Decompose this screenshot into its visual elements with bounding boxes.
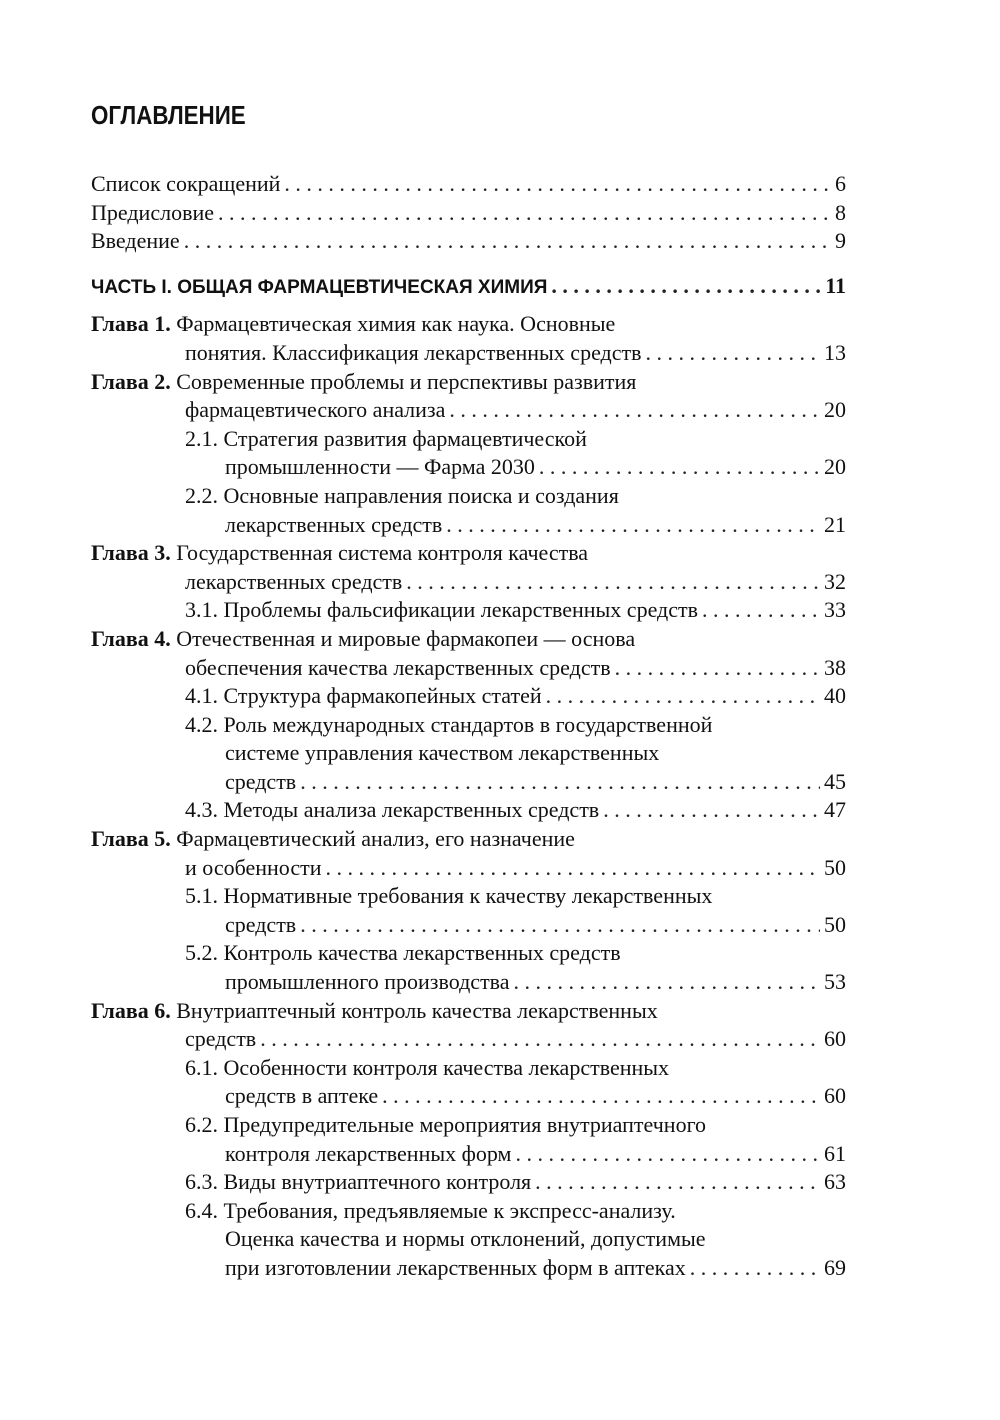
dot-leader	[184, 227, 831, 256]
toc-chapter[interactable]	[91, 539, 846, 596]
chapter-label: Глава 4.	[91, 625, 171, 651]
dot-leader	[514, 968, 820, 997]
toc-entry-title: Современные проблемы и перспективы развития	[176, 368, 637, 394]
toc-entry-line	[91, 568, 846, 597]
dot-leader	[406, 568, 820, 597]
toc-entry-title: 3.1. Проблемы фальсификации лекарственных средств	[185, 597, 699, 623]
toc-page-number: 61	[824, 1140, 846, 1166]
toc-page-number: 50	[824, 911, 846, 937]
toc-entry-line	[91, 310, 846, 339]
toc-entry-line	[91, 1054, 846, 1083]
dot-leader	[515, 1140, 820, 1169]
dot-leader	[260, 1025, 820, 1054]
toc-page-number: 13	[824, 339, 846, 365]
toc-page-number: 20	[824, 454, 846, 480]
toc-section[interactable]	[91, 1111, 846, 1168]
toc-section[interactable]	[91, 596, 846, 625]
toc-entry-line	[91, 854, 846, 883]
toc-entry-title: Государственная система контроля качества	[176, 540, 589, 566]
toc-entry-title: 2.2. Основные направления поиска и создания	[185, 482, 619, 508]
dot-leader	[449, 396, 820, 425]
chapter-label: Глава 2.	[91, 368, 171, 394]
toc-page-number: 6	[835, 171, 846, 196]
toc-entry-line	[91, 453, 846, 482]
toc-section[interactable]	[91, 882, 846, 939]
dot-leader	[446, 511, 820, 540]
toc-entry-title: 4.1. Структура фармакопейных статей	[185, 683, 542, 709]
toc-chapter[interactable]	[91, 997, 846, 1054]
dot-leader	[326, 854, 820, 883]
toc-entry-title: промышленного производства	[225, 969, 510, 995]
chapter-label: Глава 1.	[91, 311, 171, 337]
dot-leader	[539, 453, 820, 482]
toc-entry-title: средств	[185, 1026, 257, 1052]
toc-section[interactable]	[91, 482, 846, 539]
chapter-label: Глава 6.	[91, 997, 171, 1023]
toc-entry-line	[91, 1111, 846, 1140]
toc-entry-line	[91, 1025, 846, 1054]
toc-page-number: 45	[824, 768, 846, 794]
toc-entry-introduction[interactable]	[91, 227, 846, 256]
toc-entry-title: Фармацевтический анализ, его назначение	[176, 826, 575, 852]
toc-entry-line	[91, 1225, 846, 1254]
toc-entry-title: Список сокращений	[91, 171, 281, 196]
part-title: ЧАСТЬ I. ОБЩАЯ ФАРМАЦЕВТИЧЕСКАЯ ХИМИЯ	[91, 276, 548, 298]
toc-entry-preface[interactable]	[91, 199, 846, 228]
toc-page-number: 47	[824, 797, 846, 823]
toc-section[interactable]	[91, 796, 846, 825]
toc-entry-line	[91, 882, 846, 911]
toc-entry-line	[91, 911, 846, 940]
toc-section[interactable]	[91, 1168, 846, 1197]
toc-page-number: 21	[824, 511, 846, 537]
toc-entry-title: Фармацевтическая химия как наука. Основные	[176, 311, 616, 337]
dot-leader	[535, 1168, 820, 1197]
toc-page-number: 9	[835, 228, 846, 254]
dot-leader	[300, 768, 820, 797]
toc-entry-title: средств в аптеке	[225, 1083, 379, 1109]
toc-entry-line	[91, 1254, 846, 1283]
toc-entry-line	[91, 539, 846, 568]
dot-leader	[702, 596, 820, 625]
chapter-label: Глава 5.	[91, 826, 171, 852]
toc-entry-line	[91, 339, 846, 368]
toc-page-number: 38	[824, 654, 846, 680]
toc-section[interactable]	[91, 939, 846, 996]
toc-entry-title: 6.4. Требования, предъявляемые к экспресс-анализу.	[185, 1197, 676, 1223]
toc-entry-title: лекарственных средств	[225, 511, 443, 537]
toc-entry-abbreviations[interactable]	[91, 170, 846, 199]
toc-entry-title: обеспечения качества лекарственных средств	[185, 654, 611, 680]
toc-chapter[interactable]	[91, 310, 846, 367]
toc-entry-line	[91, 711, 846, 740]
toc-entry-line	[91, 825, 846, 854]
toc-entry-line	[91, 796, 846, 825]
toc-entry-line	[91, 1168, 846, 1197]
toc-page-number: 60	[824, 1026, 846, 1052]
toc-page-number: 69	[824, 1254, 846, 1280]
toc-entry-title: Предисловие	[91, 199, 214, 225]
toc-entry-line	[91, 596, 846, 625]
toc-entry-line	[91, 768, 846, 797]
toc-heading: ОГЛАВЛЕНИЕ	[91, 100, 246, 130]
dot-leader	[646, 339, 821, 368]
dot-leader	[218, 199, 831, 228]
toc-chapter-list	[91, 310, 846, 1282]
toc-section[interactable]	[91, 682, 846, 711]
toc-page-number: 53	[824, 969, 846, 995]
toc-page-number: 20	[824, 397, 846, 423]
toc-page-number: 32	[824, 568, 846, 594]
toc-entry-line	[91, 654, 846, 683]
toc-entry-title: 6.1. Особенности контроля качества лекарственных	[185, 1054, 670, 1080]
toc-entry-line	[91, 482, 846, 511]
toc-entry-title: 5.2. Контроль качества лекарственных средств	[185, 940, 621, 966]
toc-page-number: 40	[824, 683, 846, 709]
toc-entry-title: 2.1. Стратегия развития фармацевтической	[185, 425, 587, 451]
toc-entry-title: контроля лекарственных форм	[225, 1140, 512, 1166]
toc-entry-title: 4.3. Методы анализа лекарственных средств	[185, 797, 600, 823]
toc-section[interactable]	[91, 425, 846, 482]
toc-page-number: 50	[824, 854, 846, 880]
toc-entry-line	[91, 739, 846, 768]
toc-chapter[interactable]	[91, 368, 846, 425]
toc-entry-line	[91, 939, 846, 968]
toc-part-1[interactable]	[91, 272, 846, 301]
toc-entry-line	[91, 1140, 846, 1169]
toc-entry-line	[91, 997, 846, 1026]
toc-entry-line	[91, 425, 846, 454]
toc-entry-line	[91, 682, 846, 711]
toc-entry-title: 5.1. Нормативные требования к качеству лекарственных	[185, 883, 713, 909]
toc-entry-title: при изготовлении лекарственных форм в аптеках	[225, 1254, 686, 1280]
toc-entry-title: 4.2. Роль международных стандартов в государственной	[185, 711, 713, 737]
toc-entry-title: Введение	[91, 228, 180, 254]
toc-section[interactable]	[91, 1054, 846, 1111]
dot-leader	[551, 272, 821, 301]
toc-entry-title: лекарственных средств	[185, 568, 403, 594]
toc-chapter[interactable]	[91, 625, 846, 682]
toc-entry-title: Отечественная и мировые фармакопеи — основа	[176, 625, 636, 651]
toc-entry-title: понятия. Классификация лекарственных средств	[185, 339, 642, 365]
dot-leader	[690, 1254, 820, 1283]
toc-entry-line	[91, 1197, 846, 1226]
toc-entry-title: Оценка качества и нормы отклонений, допустимые	[225, 1226, 706, 1252]
toc-entry-title: средств	[225, 911, 297, 937]
toc-entry-title: 6.3. Виды внутриаптечного контроля	[185, 1169, 532, 1195]
table-of-contents	[91, 170, 846, 1283]
toc-entry-line	[91, 968, 846, 997]
dot-leader	[300, 911, 820, 940]
toc-page-number: 11	[825, 272, 846, 298]
toc-section[interactable]	[91, 711, 846, 797]
dot-leader	[615, 654, 820, 683]
toc-entry-title: фармацевтического анализа	[185, 397, 446, 423]
toc-entry-title: средств	[225, 768, 297, 794]
toc-entry-title: системе управления качеством лекарственных	[225, 740, 660, 766]
dot-leader	[284, 170, 831, 199]
toc-entry-line	[91, 396, 846, 425]
toc-entry-line	[91, 368, 846, 397]
toc-entry-line	[91, 511, 846, 540]
toc-entry-title: промышленности — Фарма 2030	[225, 454, 535, 480]
toc-section[interactable]	[91, 1197, 846, 1283]
dot-leader	[382, 1082, 820, 1111]
toc-entry-line	[91, 625, 846, 654]
toc-page-number: 33	[824, 597, 846, 623]
dot-leader	[603, 796, 820, 825]
toc-chapter[interactable]	[91, 825, 846, 882]
toc-entry-title: Внутриаптечный контроль качества лекарственных	[176, 997, 658, 1023]
toc-entry-title: 6.2. Предупредительные мероприятия внутриаптечного	[185, 1112, 707, 1137]
toc-page-number: 63	[824, 1169, 846, 1195]
toc-page-number: 8	[835, 199, 846, 225]
toc-page-number: 60	[824, 1083, 846, 1109]
toc-entry-title: и особенности	[185, 854, 322, 880]
chapter-label: Глава 3.	[91, 540, 171, 566]
dot-leader	[546, 682, 820, 711]
toc-entry-line	[91, 1082, 846, 1111]
